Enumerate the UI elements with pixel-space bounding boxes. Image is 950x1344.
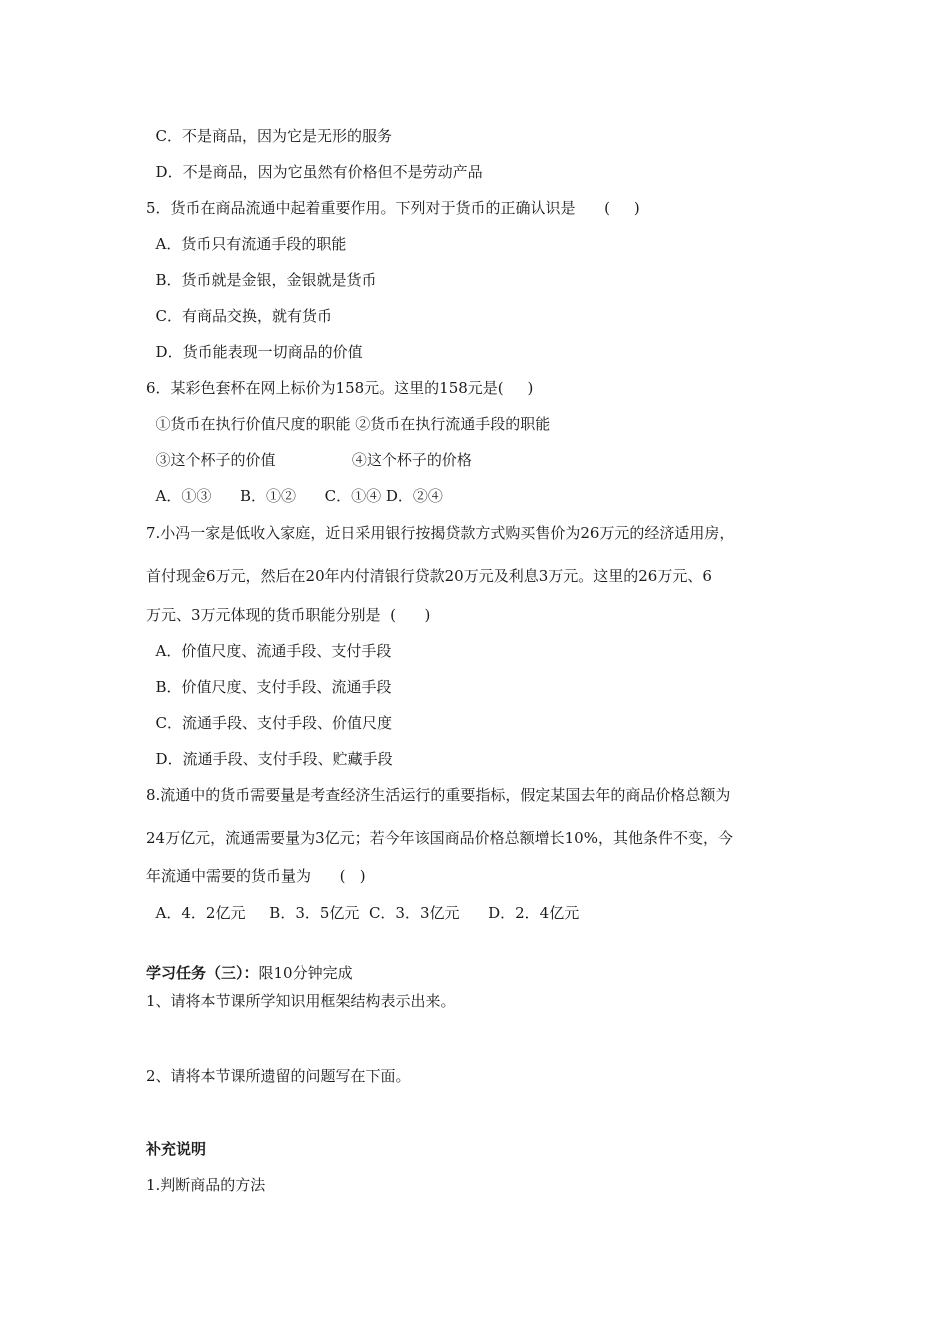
option-4c: C．不是商品，因为它是无形的服务 — [146, 127, 393, 145]
option-5c: C．有商品交换，就有货币 — [146, 307, 333, 325]
supplement-item-1: 1.判断商品的方法 — [146, 1176, 266, 1194]
option-7a: A．价值尺度、流通手段、支付手段 — [146, 642, 392, 660]
option-4d: D．不是商品，因为它虽然有价格但不是劳动产品 — [146, 163, 483, 181]
supplement-heading: 补充说明 — [146, 1140, 207, 1158]
question-7-line-1: 7.小冯一家是低收入家庭，近日采用银行按揭贷款方式购买售价为26万元的经济适用房， — [146, 524, 735, 542]
task3-time-limit: 限10分钟完成 — [258, 964, 353, 982]
task3-heading-line — [146, 963, 353, 983]
statement-6-3-4: ③这个杯子的价值 ④这个杯子的价格 — [146, 451, 472, 469]
task3-heading: 学习任务（三）： — [146, 964, 259, 982]
task3-item-2: 2、请将本节课所遗留的问题写在下面。 — [146, 1067, 411, 1085]
question-8-line-2: 24万亿元，流通需要量为3亿元；若今年该国商品价格总额增长10%，其他条件不变，今 — [146, 829, 733, 847]
task3-item-1: 1、请将本节课所学知识用框架结构表示出来。 — [146, 992, 456, 1010]
question-7-line-2: 首付现金6万元，然后在20年内付清银行贷款20万元及利息3万元。这里的26万元、6 — [146, 567, 712, 585]
option-5b: B．货币就是金银，金银就是货币 — [146, 271, 377, 289]
option-7c: C．流通手段、支付手段、价值尺度 — [146, 714, 393, 732]
option-5a: A．货币只有流通手段的职能 — [146, 235, 347, 253]
options-8: A．4．2亿元 B．3．5亿元 C．3．3亿元 D．2．4亿元 — [146, 904, 580, 922]
question-8-line-3: 年流通中需要的货币量为 ( ) — [146, 867, 366, 885]
option-7d: D．流通手段、支付手段、贮藏手段 — [146, 750, 393, 768]
question-8-line-1: 8.流通中的货币需要量是考查经济生活运行的重要指标，假定某国去年的商品价格总额为 — [146, 786, 731, 804]
question-6: 6．某彩色套杯在网上标价为158元。这里的158元是( ) — [146, 379, 534, 397]
question-7-line-3: 万元、3万元体现的货币职能分别是 ( ) — [146, 606, 431, 624]
option-5d: D．货币能表现一切商品的价值 — [146, 343, 363, 361]
question-5: 5．货币在商品流通中起着重要作用。下列对于货币的正确认识是 ( ) — [146, 199, 640, 217]
options-6: A．①③ B．①② C．①④ D．②④ — [146, 487, 443, 505]
option-7b: B．价值尺度、支付手段、流通手段 — [146, 678, 392, 696]
statement-6-1-2: ①货币在执行价值尺度的职能 ②货币在执行流通手段的职能 — [146, 415, 551, 433]
